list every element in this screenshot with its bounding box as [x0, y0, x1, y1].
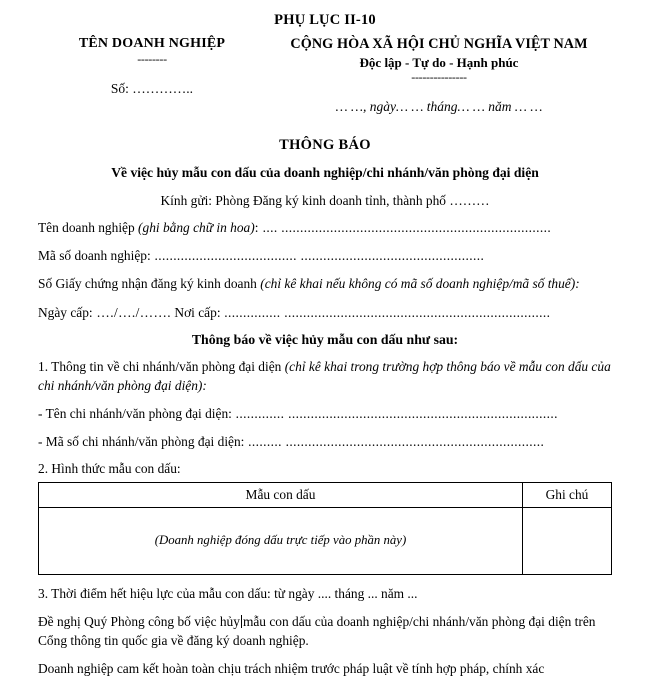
issue-place-value: ............... ....................................................................... [220, 304, 551, 320]
field-company-name [38, 218, 612, 237]
section1-heading-text: 1. Thông tin về chi nhánh/văn phòng đại diện [38, 358, 282, 374]
date-line: … …, ngày… … tháng… … năm … … [335, 98, 543, 114]
organization-name: TÊN DOANH NGHIỆP [78, 36, 226, 52]
biz-cert-note: (chỉ kê khai nếu không có mã số doanh nghiệp/mã số thuế): [260, 276, 580, 292]
masthead [38, 36, 612, 114]
notice-heading: Thông báo về việc hủy mẫu con dấu như sau: [191, 331, 459, 347]
issue-place-label: Nơi cấp: [174, 304, 221, 320]
branch-name-label: - Tên chi nhánh/văn phòng đại diện: [38, 405, 232, 421]
company-code-label: Mã số doanh nghiệp: [38, 248, 151, 264]
section2-heading: 2. Hình thức mẫu con dấu: [38, 460, 181, 476]
section1-branch-name [38, 404, 612, 423]
field-company-code [38, 246, 612, 265]
field-business-certificate [38, 274, 612, 293]
seal-sample-table [38, 482, 612, 575]
commitment-paragraph: Doanh nghiệp cam kết hoàn toàn chịu trách nhiệm trước pháp luật về tính hợp pháp, chính xác [38, 660, 545, 676]
company-name-label: Tên doanh nghiệp [38, 220, 135, 236]
section1-heading [38, 357, 612, 395]
company-code-value: ...................................... ................................................. [150, 248, 485, 264]
table-cell-note[interactable] [523, 507, 612, 574]
nation-rule: --------------- [411, 70, 467, 85]
recipient-line: Kính gửi: Phòng Đăng ký kinh doanh tỉnh, thành phố ……… [160, 192, 490, 208]
section1-branch-code [38, 432, 612, 451]
section3-heading: 3. Thời điểm hết hiệu lực của mẫu con dấu: từ ngày .... tháng ... năm ... [38, 585, 418, 601]
text-cursor-caret [241, 615, 242, 628]
request-text-before-caret: Đề nghị Quý Phòng công bố việc hủy [38, 613, 240, 629]
main-title: THÔNG BÁO [279, 136, 371, 153]
issue-date-value: …./…./……. [92, 304, 172, 320]
table-header-seal-sample: Mẫu con dấu [39, 482, 523, 507]
organization-rule: -------- [137, 52, 167, 67]
table-row [39, 507, 612, 574]
nation-name: CỘNG HÒA XÃ HỘI CHỦ NGHĨA VIỆT NAM [290, 36, 588, 53]
section1-heading-note: (chỉ kê khai trong trường hợp thông báo về mẫu con dấu của chi nhánh/văn phòng đại diện): [38, 358, 611, 393]
document-number-line: Số: ………….. [110, 80, 194, 96]
biz-cert-label: Số Giấy chứng nhận đăng ký kinh doanh [38, 276, 257, 292]
company-name-note: (ghi bằng chữ in hoa) [138, 220, 255, 236]
appendix-title: PHỤ LỤC II-10 [274, 12, 376, 28]
table-header-note: Ghi chú [523, 482, 612, 507]
table-header-row [39, 482, 612, 507]
document-page [0, 12, 650, 676]
masthead-right [266, 36, 612, 114]
field-issue-date-place [38, 303, 612, 322]
masthead-left [38, 36, 266, 96]
national-motto: Độc lập - Tự do - Hạnh phúc [359, 54, 519, 70]
issue-date-label: Ngày cấp: [38, 304, 93, 320]
request-paragraph [38, 612, 612, 650]
table-cell-seal-sample[interactable]: (Doanh nghiệp đóng dấu trực tiếp vào phần này) [39, 507, 523, 574]
sub-title: Về việc hủy mẫu con dấu của doanh nghiệp/chi nhánh/văn phòng đại diện [111, 164, 539, 180]
company-name-value: : .... ........................................................................ [254, 220, 552, 236]
branch-code-label: - Mã số chi nhánh/văn phòng đại diện: [38, 433, 245, 449]
branch-code-value: ......... ..................................................................... [244, 433, 545, 449]
request-text-after-caret: mẫu con dấu của doanh nghiệp/chi nhánh/văn phòng đại diện trên Cổng thông tin quốc gia về đăng ký doanh nghiệp. [38, 613, 596, 648]
branch-name-value: ............. ........................................................................ [231, 405, 558, 421]
